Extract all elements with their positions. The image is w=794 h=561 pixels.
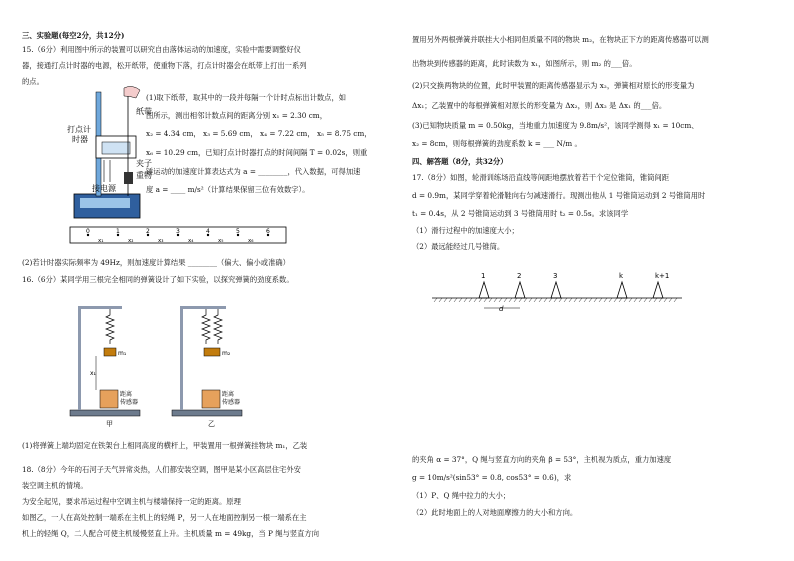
q18-cont-1: 的夹角 α = 37°，Q 绳与竖直方向的夹角 β = 53°，主机视为质点，重力加速度 — [412, 455, 672, 464]
q16-cont-1: 置用另外两根弹簧并联挂大小相同但质量不同的物块 m₂，在物块正下方的距离传感器可以测 — [412, 35, 709, 44]
ground-hatch — [594, 298, 597, 302]
ground-hatch — [544, 298, 547, 302]
ground-hatch — [644, 298, 647, 302]
ground-hatch — [649, 298, 652, 302]
setup-yi — [172, 306, 242, 428]
ground-hatch — [574, 298, 577, 302]
ground-hatch — [579, 298, 582, 302]
paper-tape-label: 纸带 — [136, 107, 152, 116]
ground-hatch — [584, 298, 587, 302]
ground-hatch — [624, 298, 627, 302]
q17-line-3: t₁ = 0.4s，从 2 号锥筒运动到 3 号锥筒用时 t₂ = 0.5s。求该同学 — [412, 209, 629, 218]
cone — [515, 282, 525, 298]
weight-label: 重物 — [136, 171, 152, 180]
cone-number: 2 — [517, 272, 522, 280]
tape-segment-label: x₁ — [98, 238, 104, 244]
q15-line-8: 锤运动的加速度计算表达式为 a = ________，代入数据，可得加速 — [146, 167, 361, 176]
q16-spring-figure — [66, 298, 256, 428]
q15-paper-tape — [68, 225, 288, 247]
ground-hatch — [439, 298, 442, 302]
tape-segment-label: x₅ — [218, 238, 224, 244]
ground-hatch — [554, 298, 557, 302]
ground-hatch — [604, 298, 607, 302]
q15-line-3: 的点。 — [22, 77, 44, 86]
ground-hatch — [654, 298, 657, 302]
ground-hatch — [444, 298, 447, 302]
sensor-label-1: 距离 — [120, 391, 133, 398]
ground-hatch — [609, 298, 612, 302]
ground-hatch — [599, 298, 602, 302]
sensor-label-4: 传感器 — [222, 399, 241, 406]
tape-segment-label: x₆ — [248, 238, 254, 244]
tape-count-label: 4 — [206, 228, 210, 235]
sensor-label-2: 传感器 — [120, 399, 139, 406]
q15-line-4: (1)取下纸带，取其中的一段并每隔一个计时点标出计数点，如 — [146, 93, 347, 102]
ground-hatch — [504, 298, 507, 302]
ground-hatch — [514, 298, 517, 302]
ground-hatch — [619, 298, 622, 302]
q15-line-2: 器，接通打点计时器的电源，松开纸带，使重物下落，打点计时器会在纸带上打出一系列 — [22, 61, 307, 70]
tape-count-label: 3 — [176, 228, 180, 235]
ground-hatch — [639, 298, 642, 302]
q16-cont-2: 出物块到传感器的距离，此时读数为 x₁，如图所示，则 m₂ 的___倍。 — [412, 59, 637, 68]
cone-number: k — [619, 272, 624, 280]
cone-number: 3 — [553, 272, 558, 280]
q16-stem: 16.（6分）某同学用三根完全相同的弹簧设计了如下实验，以探究弹簧的劲度系数。 — [22, 275, 294, 284]
ground-hatch — [539, 298, 542, 302]
ground-hatch — [529, 298, 532, 302]
ground-hatch — [664, 298, 667, 302]
timer-label-2: 时器 — [72, 135, 88, 144]
ground-hatch — [474, 298, 477, 302]
section-3-heading: 三、实验题(每空2分，共12分) — [22, 31, 125, 40]
cone — [653, 282, 663, 298]
q17-line-5: （2）最远能经过几号锥筒。 — [412, 242, 505, 251]
ground-hatch — [469, 298, 472, 302]
q15-line-9: 度 a = ____ m/s²（计算结果保留三位有效数字）。 — [146, 185, 310, 194]
ground-hatch — [499, 298, 502, 302]
ground-hatch — [464, 298, 467, 302]
cone — [617, 282, 627, 298]
q16-cont-5: (3)已知物块质量 m = 0.50kg，当地重力加速度为 9.8m/s²，该同学测得 x₁ = 10cm、 — [412, 121, 699, 130]
tape-count-label: 6 — [266, 228, 270, 235]
cone-number: k+1 — [655, 272, 670, 280]
q18-line-2: 装空调主机的情境。 — [22, 481, 88, 490]
q18-line-3: 为安全起见，要求吊运过程中空调主机与楼墙保持一定的距离。原理 — [22, 497, 241, 506]
ground-hatch — [669, 298, 672, 302]
timer-label: 打点计 — [67, 125, 91, 134]
ground-hatch — [489, 298, 492, 302]
ground-hatch — [454, 298, 457, 302]
tape-count-label: 1 — [116, 228, 120, 235]
jia-label: 甲 — [106, 420, 113, 428]
ground-hatch — [564, 298, 567, 302]
tape-count-label: 0 — [86, 228, 90, 235]
x1-label: x₁ — [90, 370, 96, 377]
ground-hatch — [449, 298, 452, 302]
m2-label: m₂ — [222, 350, 231, 357]
d-label: d — [499, 305, 504, 313]
tape-segment-label: x₂ — [128, 238, 134, 244]
ground-hatch — [634, 298, 637, 302]
q17-line-1: 17.（8分）如图，轮滑训练场沿直线等间距地摆放着若干个定位锥筒，锥筒间距 — [412, 173, 670, 182]
q15-line-6: x₂ = 4.34 cm， x₃ = 5.69 cm， x₄ = 7.22 cm， x₅ = 8.75 cm， — [146, 129, 372, 138]
ground-hatch — [559, 298, 562, 302]
q18-line-4: 如图乙，一人在高处控制一端系在主机上的轻绳 P，另一人在地面控制另一根一端系在主 — [22, 513, 307, 522]
ground-hatch — [549, 298, 552, 302]
q15-line-1: 15.（6分）利用图中所示的装置可以研究自由落体运动的加速度，实验中需要调整好仪 — [22, 45, 301, 54]
clip-label: 夹子 — [136, 159, 152, 168]
section-4-heading: 四、解答题（8分，共32分） — [412, 157, 508, 166]
ground-hatch — [484, 298, 487, 302]
q16-cont-3: (2)只交换两物块的位置，此时甲装置的距离传感器显示为 x₂，弹簧相对原长的形变量为 — [412, 81, 695, 90]
ground-hatch — [569, 298, 572, 302]
q16-cont-4: Δx₁；乙装置中的每根弹簧相对原长的形变量为 Δx₂，则 Δx₂ 是 Δx₁ 的___倍。 — [412, 101, 667, 110]
q15-line-7: x₆ = 10.29 cm，已知打点计时器打点的时间间隔 T = 0.02s，则重 — [146, 148, 368, 157]
q18-line-1: 18.（8分）今年的石河子天气异常炎热，人们都安装空调，图甲是某小区高层住宅外安 — [22, 465, 301, 474]
q16-cont-6: x₂ = 8cm，则每根弹簧的劲度系数 k = ___ N/m 。 — [412, 139, 582, 148]
power-label: 接电源 — [92, 184, 116, 193]
ground-hatch — [479, 298, 482, 302]
m1-label: m₁ — [118, 350, 127, 357]
q18-cont-4: （2）此时地面上的人对地面摩擦力的大小和方向。 — [412, 508, 578, 517]
tape-segment-label: x₄ — [188, 238, 194, 244]
q18-cont-3: （1）P、Q 绳中拉力的大小； — [412, 491, 511, 500]
cone — [551, 282, 561, 298]
ground-hatch — [434, 298, 437, 302]
q15-line-5: 图所示，测出相邻计数点间的距离分别 x₁ = 2.30 cm， — [146, 111, 328, 120]
q17-line-4: （1）滑行过程中的加速度大小； — [412, 226, 519, 235]
ground-hatch — [589, 298, 592, 302]
tape-segment-label: x₃ — [158, 238, 164, 244]
cone-number: 1 — [481, 272, 486, 280]
ground-hatch — [524, 298, 527, 302]
ground-hatch — [674, 298, 677, 302]
q17-cone-figure — [432, 268, 682, 314]
sensor-label-3: 距离 — [222, 391, 235, 398]
ground-hatch — [534, 298, 537, 302]
tape-count-label: 5 — [236, 228, 240, 235]
ground-hatch — [629, 298, 632, 302]
ground-hatch — [519, 298, 522, 302]
ground-hatch — [494, 298, 497, 302]
ground-hatch — [659, 298, 662, 302]
setup-jia — [70, 306, 140, 428]
q18-line-5: 机上的轻绳 Q，二人配合可使主机缓慢竖直上升。主机质量 m = 49kg，当 P 绳与竖直方向 — [22, 529, 320, 538]
ground-hatch — [459, 298, 462, 302]
q17-line-2: d = 0.9m，某同学穿着轮滑鞋向右匀减速滑行。现测出他从 1 号锥筒运动到 2 号锥筒用时 — [412, 191, 706, 200]
q15-apparatus-figure — [66, 86, 166, 224]
ground-hatch — [614, 298, 617, 302]
q16-part-1: (1)将弹簧上端均固定在铁架台上相同高度的横杆上，甲装置用一根弹簧挂物块 m₁，乙装 — [22, 441, 308, 450]
yi-label: 乙 — [208, 420, 215, 428]
q15-part-2: (2)若计时器实际频率为 49Hz，则加速度计算结果 ________（偏大、偏小或准确） — [22, 258, 290, 267]
cone — [479, 282, 489, 298]
tape-count-label: 2 — [146, 228, 150, 235]
ground-hatch — [509, 298, 512, 302]
q18-cont-2: g = 10m/s²(sin53° = 0.8, cos53° = 0.6)，求 — [412, 473, 572, 482]
